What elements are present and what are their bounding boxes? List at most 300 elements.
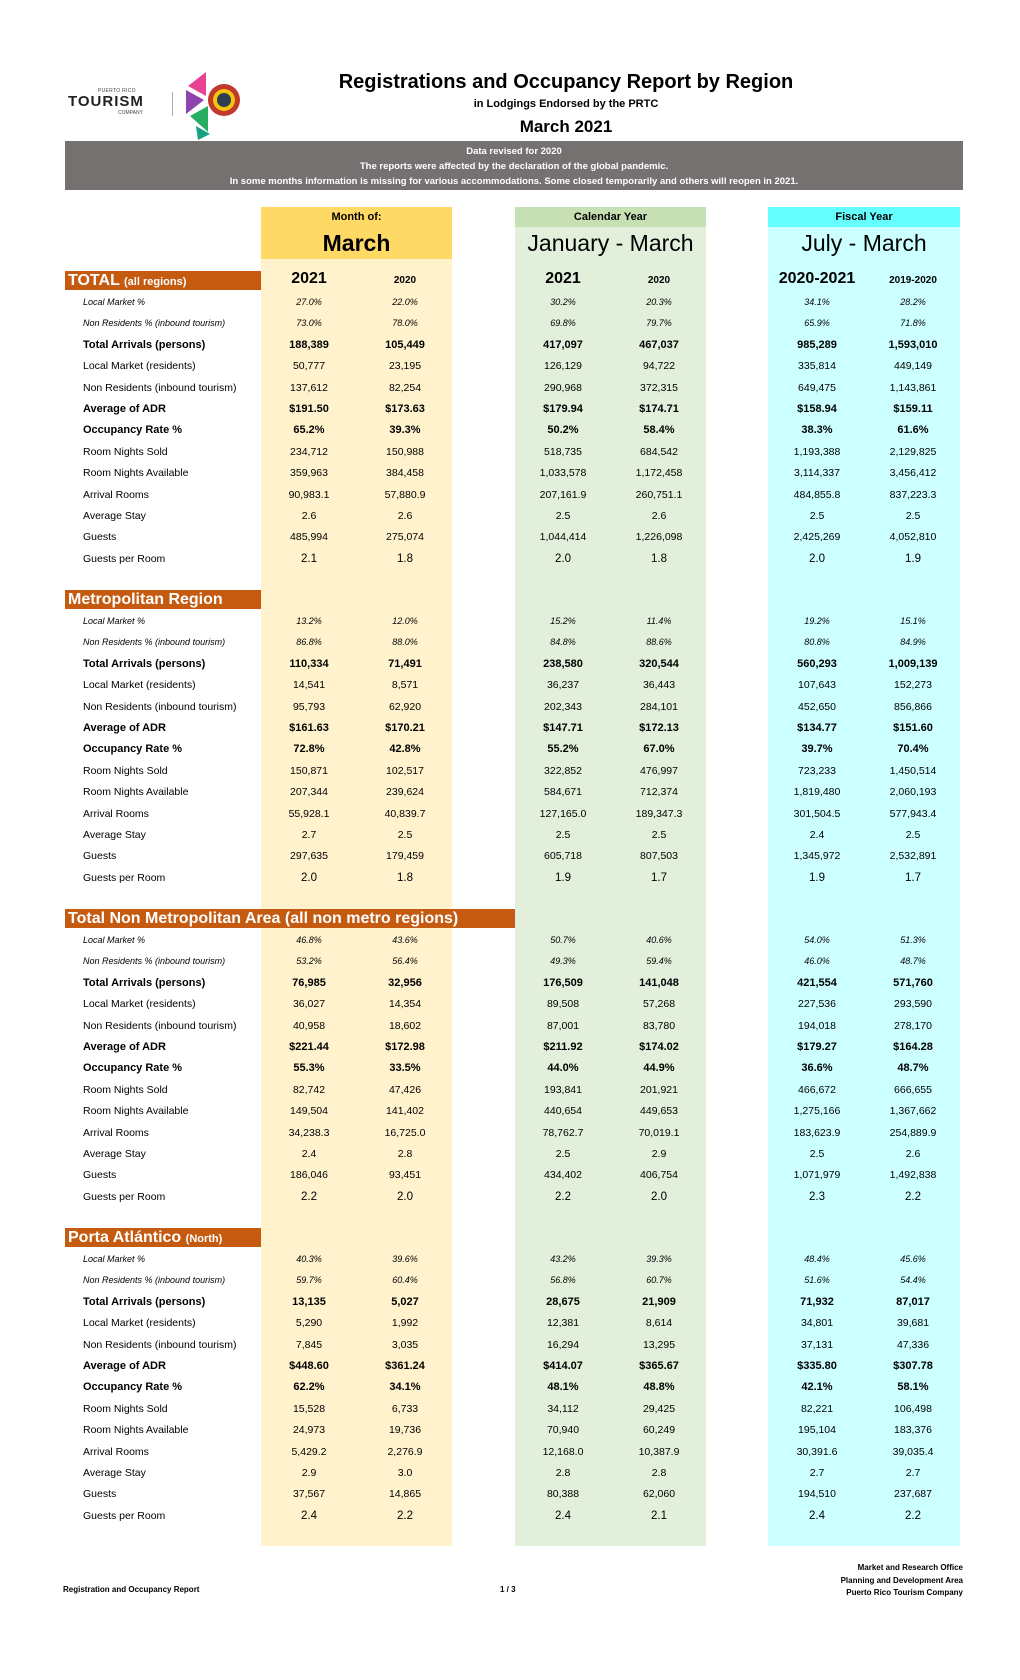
table-row: [0, 1101, 1020, 1122]
table-cell: 293,590: [894, 998, 932, 1011]
table-cell: 2.7: [809, 1467, 825, 1479]
month-period-value: March: [261, 227, 452, 259]
table-cell: 449,149: [894, 360, 932, 373]
table-cell: 24,973: [292, 1424, 326, 1437]
table-cell: 2.5: [555, 829, 571, 841]
table-cell: 61.6%: [897, 424, 929, 437]
table-cell: 50,777: [292, 360, 326, 373]
table-row: [0, 292, 1020, 313]
table-row: [0, 506, 1020, 527]
table-cell: 58.1%: [897, 1381, 929, 1394]
table-cell: $414.07: [543, 1360, 583, 1372]
table-cell: 1.9: [809, 871, 825, 884]
table-cell: 684,542: [640, 445, 678, 458]
table-cell: 46.8%: [296, 935, 322, 945]
table-cell: 88.0%: [392, 637, 418, 648]
table-cell: 8,614: [645, 1317, 673, 1330]
section-header-non-metropolitan: [65, 909, 515, 928]
table-cell: 359,963: [290, 467, 328, 480]
row-label: Average Stay: [83, 1148, 146, 1160]
table-cell: 2.4: [301, 1148, 317, 1160]
table-cell: 107,643: [798, 679, 836, 692]
table-row: [0, 868, 1020, 889]
row-label: Room Nights Sold: [83, 764, 168, 777]
table-cell: 189,347.3: [635, 807, 683, 820]
table-cell: 22.0%: [392, 297, 418, 307]
table-cell: 56.4%: [392, 956, 418, 967]
table-cell: 2.5: [809, 510, 825, 522]
table-cell: 2.4: [301, 1509, 317, 1522]
table-cell: 39.3%: [389, 424, 421, 437]
table-cell: 234,712: [290, 445, 328, 458]
table-cell: 3,456,412: [889, 467, 937, 480]
table-cell: $221.44: [289, 1041, 329, 1053]
table-cell: 93,451: [388, 1169, 422, 1182]
table-cell: 84.9%: [900, 637, 926, 648]
table-cell: 1,044,414: [539, 531, 587, 544]
table-cell: 2.6: [651, 510, 667, 522]
table-row: [0, 1249, 1020, 1270]
table-cell: 476,997: [640, 764, 678, 777]
table-row: [0, 782, 1020, 803]
table-cell: 856,866: [894, 700, 932, 713]
row-label: Guests per Room: [83, 1509, 166, 1522]
table-row: [0, 420, 1020, 441]
table-cell: 11.4%: [646, 616, 672, 626]
table-cell: 141,402: [386, 1105, 424, 1118]
calendar-period-label: Calendar Year: [515, 207, 706, 227]
table-cell: 106,498: [894, 1402, 932, 1415]
table-cell: $335.80: [797, 1360, 837, 1372]
row-label: Local Market (residents): [83, 679, 196, 692]
table-row: [0, 335, 1020, 356]
table-row: [0, 1420, 1020, 1441]
row-label: Guests per Room: [83, 1190, 166, 1203]
table-cell: 127,165.0: [539, 807, 587, 820]
table-cell: 518,735: [544, 445, 582, 458]
table-cell: 51.3%: [900, 935, 926, 945]
table-row: [0, 527, 1020, 548]
table-cell: 712,374: [640, 786, 678, 799]
table-row: [0, 697, 1020, 718]
table-cell: 1,492,838: [889, 1169, 937, 1182]
table-row: [0, 994, 1020, 1015]
table-cell: 40,839.7: [384, 807, 426, 820]
table-cell: 2.2: [905, 1509, 921, 1522]
table-cell: 12,168.0: [542, 1445, 584, 1458]
table-row: [0, 1165, 1020, 1186]
table-cell: 1.9: [905, 552, 921, 565]
row-label: Average Stay: [83, 829, 146, 841]
table-cell: 179,459: [386, 850, 424, 863]
table-cell: 34,112: [547, 1402, 579, 1415]
table-cell: 1.8: [397, 871, 413, 884]
table-cell: 183,376: [894, 1424, 932, 1437]
table-cell: 69.8%: [550, 318, 576, 329]
table-cell: 16,294: [546, 1338, 580, 1351]
table-cell: 7,845: [295, 1338, 323, 1351]
row-label: Guests per Room: [83, 871, 166, 884]
table-cell: 28.2%: [900, 297, 926, 307]
table-cell: 47,426: [388, 1083, 422, 1096]
table-cell: 1,226,098: [635, 531, 683, 544]
table-cell: 82,254: [388, 381, 422, 394]
table-cell: $365.67: [639, 1360, 679, 1372]
table-row: [0, 654, 1020, 675]
table-cell: 48.7%: [897, 1062, 929, 1075]
table-cell: 372,315: [640, 381, 678, 394]
row-label: Room Nights Sold: [83, 1083, 168, 1096]
table-cell: 34,801: [800, 1317, 834, 1330]
table-cell: 78.0%: [392, 318, 418, 329]
table-cell: 194,510: [798, 1488, 836, 1501]
table-cell: 53.2%: [296, 956, 322, 967]
fiscal-period-label: Fiscal Year: [768, 207, 960, 227]
table-cell: 666,655: [894, 1083, 932, 1096]
table-cell: $179.94: [543, 403, 583, 415]
table-cell: 2.5: [905, 829, 921, 841]
table-cell: 30.2%: [550, 297, 576, 307]
table-cell: 57,880.9: [384, 488, 426, 501]
table-cell: 150,988: [386, 445, 424, 458]
table-cell: 40,958: [292, 1019, 326, 1032]
table-cell: 82,742: [292, 1083, 326, 1096]
table-cell: 55.3%: [293, 1062, 325, 1075]
table-row: [0, 1016, 1020, 1037]
year-header: 2019-2020: [889, 275, 937, 286]
table-cell: 48.4%: [804, 1254, 830, 1264]
row-label: Guests: [83, 1169, 117, 1182]
table-cell: 5,290: [295, 1317, 323, 1330]
table-cell: $147.71: [543, 722, 583, 734]
table-cell: 80,388: [546, 1488, 580, 1501]
table-cell: 1,450,514: [889, 764, 937, 777]
table-cell: 42.8%: [389, 743, 421, 756]
table-cell: 12.0%: [392, 616, 418, 626]
table-cell: 605,718: [544, 850, 582, 863]
table-cell: 27.0%: [296, 297, 322, 307]
table-cell: 2.2: [301, 1190, 317, 1203]
table-cell: 2.6: [397, 510, 413, 522]
row-label: Arrival Rooms: [83, 807, 149, 820]
table-cell: 36.6%: [801, 1062, 833, 1075]
table-cell: 59.4%: [646, 956, 672, 967]
table-cell: 14,541: [292, 679, 326, 692]
table-cell: 13,295: [642, 1338, 676, 1351]
table-cell: 37,131: [800, 1338, 834, 1351]
table-cell: 59.7%: [296, 1275, 322, 1286]
table-row: [0, 1187, 1020, 1208]
table-cell: 2.1: [651, 1509, 667, 1522]
table-cell: 149,504: [290, 1105, 328, 1118]
table-cell: 62,060: [642, 1488, 676, 1501]
table-cell: 2,129,825: [889, 445, 937, 458]
table-cell: 5,027: [391, 1295, 419, 1308]
table-cell: 2.2: [905, 1190, 921, 1203]
table-row: [0, 1356, 1020, 1377]
table-cell: 80.8%: [804, 637, 830, 648]
row-label: Room Nights Sold: [83, 445, 168, 458]
table-cell: 42.1%: [801, 1381, 833, 1394]
table-cell: 60.7%: [646, 1275, 672, 1286]
table-cell: 284,101: [640, 700, 678, 713]
table-cell: 1,071,979: [793, 1169, 841, 1182]
table-cell: 10,387.9: [638, 1445, 680, 1458]
row-label: Non Residents (inbound tourism): [83, 1338, 237, 1351]
table-cell: 2.8: [651, 1467, 667, 1479]
table-cell: 36,237: [546, 679, 580, 692]
table-cell: 1,193,388: [793, 445, 841, 458]
table-cell: 3,114,337: [794, 467, 840, 480]
row-label: Non Residents (inbound tourism): [83, 1019, 237, 1032]
table-cell: 55,928.1: [288, 807, 330, 820]
table-cell: 28,675: [546, 1295, 580, 1308]
table-cell: 2,276.9: [387, 1445, 423, 1458]
table-cell: 485,994: [290, 531, 328, 544]
table-cell: 37,567: [292, 1488, 326, 1501]
table-cell: 14,865: [388, 1488, 422, 1501]
table-cell: 183,623.9: [793, 1126, 841, 1139]
table-cell: 50.2%: [547, 424, 579, 437]
row-label: Room Nights Available: [83, 786, 189, 799]
section-header-porta-atlantico: [65, 1228, 261, 1247]
table-cell: 71,491: [388, 657, 422, 670]
table-cell: 207,344: [290, 786, 328, 799]
table-cell: $361.24: [385, 1360, 425, 1372]
row-label: Total Arrivals (persons): [83, 338, 206, 351]
table-row: [0, 1463, 1020, 1484]
table-row: [0, 1080, 1020, 1101]
row-label: Local Market %: [83, 1254, 146, 1264]
table-row: [0, 739, 1020, 760]
table-cell: 1,275,166: [793, 1105, 841, 1118]
table-row: [0, 399, 1020, 420]
row-label: Non Residents (inbound tourism): [83, 700, 237, 713]
footer-report-name: Registration and Occupancy Report: [63, 1585, 200, 1594]
calendar-period-value: January - March: [527, 230, 694, 256]
table-cell: $159.11: [893, 403, 933, 415]
table-cell: 8,571: [391, 679, 419, 692]
table-cell: 1,345,972: [793, 850, 841, 863]
row-label: Non Residents (inbound tourism): [83, 381, 237, 394]
table-cell: 6,733: [391, 1402, 419, 1415]
table-cell: 275,074: [386, 531, 424, 544]
table-cell: 290,968: [544, 381, 582, 394]
table-cell: 985,289: [797, 338, 837, 351]
table-cell: $174.02: [639, 1041, 679, 1053]
table-cell: 65.9%: [804, 318, 830, 329]
row-label: Occupancy Rate %: [83, 743, 183, 756]
banner-line: Data revised for 2020: [466, 146, 562, 157]
table-cell: 43.2%: [550, 1254, 576, 1264]
row-label: Room Nights Sold: [83, 1402, 168, 1415]
row-label: Local Market %: [83, 935, 146, 945]
table-cell: 23,195: [388, 360, 422, 373]
table-cell: 1,819,480: [793, 786, 841, 799]
table-row: [0, 718, 1020, 739]
row-label: Average of ADR: [83, 403, 166, 415]
table-cell: 577,943.4: [889, 807, 937, 820]
table-cell: $151.60: [893, 722, 933, 734]
table-cell: 141,048: [639, 976, 679, 989]
table-cell: 48.7%: [900, 956, 926, 967]
table-cell: $448.60: [289, 1360, 329, 1372]
row-label: Average of ADR: [83, 1041, 166, 1053]
table-cell: 1.8: [651, 552, 667, 565]
table-cell: 20.3%: [646, 297, 672, 307]
table-cell: $158.94: [797, 403, 837, 415]
table-cell: 2.5: [809, 1148, 825, 1160]
table-cell: 54.4%: [900, 1275, 926, 1286]
table-cell: 48.8%: [643, 1381, 675, 1394]
table-cell: 40.3%: [296, 1254, 322, 1264]
banner-line: The reports were affected by the declaration of the global pandemic.: [359, 161, 669, 172]
table-cell: 207,161.9: [539, 488, 587, 501]
table-cell: $179.27: [797, 1041, 837, 1053]
table-cell: 837,223.3: [889, 488, 937, 501]
row-label: Occupancy Rate %: [83, 1062, 183, 1075]
table-cell: 87,017: [896, 1295, 930, 1308]
table-cell: 237,687: [894, 1488, 932, 1501]
table-cell: 70.4%: [897, 743, 929, 756]
table-cell: 239,624: [386, 786, 424, 799]
table-row: [0, 313, 1020, 334]
table-cell: $161.63: [289, 722, 329, 734]
table-cell: 2,060,193: [889, 786, 937, 799]
table-cell: 201,921: [640, 1083, 678, 1096]
table-cell: 176,509: [543, 976, 583, 989]
table-row: [0, 675, 1020, 696]
table-cell: 2.3: [809, 1190, 825, 1203]
table-cell: 4,052,810: [889, 531, 937, 544]
table-cell: 39.3%: [646, 1254, 672, 1264]
row-label: Average of ADR: [83, 1360, 166, 1372]
section-title: Porta Atlántico: [68, 1229, 182, 1246]
table-cell: 29,425: [642, 1402, 676, 1415]
table-cell: 87,001: [546, 1019, 580, 1032]
table-cell: 1,143,861: [889, 381, 937, 394]
table-row: [0, 825, 1020, 846]
table-cell: 36,027: [292, 998, 326, 1011]
table-cell: 50.7%: [550, 935, 576, 945]
table-cell: 90,983.1: [288, 488, 330, 501]
row-label: Arrival Rooms: [83, 1126, 149, 1139]
table-cell: 322,852: [544, 764, 582, 777]
report-subtitle: in Lodgings Endorsed by the PRTC: [473, 98, 659, 110]
table-cell: 202,343: [544, 700, 582, 713]
table-cell: 126,129: [544, 360, 582, 373]
section-header-total: [65, 271, 261, 290]
table-cell: 2.5: [555, 1148, 571, 1160]
table-cell: 54.0%: [804, 935, 830, 945]
table-row: [0, 761, 1020, 782]
year-header: 2021: [291, 270, 327, 287]
table-cell: 70,940: [546, 1424, 580, 1437]
row-label: Total Arrivals (persons): [83, 657, 206, 670]
table-cell: 2.8: [397, 1148, 413, 1160]
table-cell: 3.0: [397, 1467, 413, 1479]
table-cell: 2.5: [555, 510, 571, 522]
table-cell: 38.3%: [801, 424, 833, 437]
table-cell: 34,238.3: [288, 1126, 330, 1139]
table-row: [0, 356, 1020, 377]
table-cell: 434,402: [544, 1169, 582, 1182]
table-cell: 13,135: [292, 1295, 326, 1308]
table-cell: 36,443: [642, 679, 676, 692]
table-cell: 33.5%: [389, 1062, 421, 1075]
row-label: Occupancy Rate %: [83, 424, 183, 437]
table-cell: 2.4: [809, 1509, 825, 1522]
table-row: [0, 1037, 1020, 1058]
table-cell: 1.8: [397, 552, 413, 565]
notice-banner: [65, 141, 963, 190]
table-cell: 12,381: [546, 1317, 580, 1330]
table-cell: 260,751.1: [635, 488, 683, 501]
row-label: Average Stay: [83, 1467, 146, 1479]
table-cell: 82,221: [800, 1402, 834, 1415]
fiscal-period-value: July - March: [801, 230, 927, 256]
table-cell: 467,037: [639, 338, 679, 351]
table-cell: 70,019.1: [638, 1126, 680, 1139]
table-cell: 297,635: [290, 850, 328, 863]
footer-office-line: Planning and Development Area: [840, 1575, 963, 1585]
logo-wordmark-top: PUERTO RICO: [98, 88, 136, 94]
table-cell: 449,653: [640, 1105, 678, 1118]
table-cell: 67.0%: [643, 743, 675, 756]
table-cell: 238,580: [543, 657, 583, 670]
section-subtitle: (all regions): [124, 276, 187, 288]
table-cell: 1,367,662: [889, 1105, 937, 1118]
table-row: [0, 1399, 1020, 1420]
table-cell: 44.9%: [643, 1062, 675, 1075]
table-cell: 417,097: [543, 338, 583, 351]
footer-page-number: 1 / 3: [500, 1585, 516, 1594]
table-cell: 34.1%: [389, 1381, 421, 1394]
table-cell: 1.7: [651, 871, 667, 884]
table-cell: 73.0%: [296, 318, 322, 329]
table-row: [0, 1270, 1020, 1291]
row-label: Guests per Room: [83, 552, 166, 565]
report-title: Registrations and Occupancy Report by Region: [338, 71, 794, 93]
table-cell: 32,956: [388, 976, 422, 989]
table-cell: 51.6%: [804, 1275, 830, 1286]
table-cell: 2.9: [651, 1148, 667, 1160]
table-row: [0, 485, 1020, 506]
section-subtitle: (North): [185, 1233, 223, 1245]
table-cell: 18,602: [388, 1019, 422, 1032]
table-cell: 649,475: [798, 381, 836, 394]
table-cell: 384,458: [386, 467, 424, 480]
table-cell: 193,841: [544, 1083, 582, 1096]
table-cell: 2.0: [555, 552, 571, 565]
year-header: 2020: [647, 275, 671, 286]
table-row: [0, 930, 1020, 951]
table-cell: 65.2%: [293, 424, 325, 437]
table-cell: 62,920: [388, 700, 422, 713]
row-label: Local Market (residents): [83, 360, 196, 373]
table-cell: 2.2: [397, 1509, 413, 1522]
banner-line: In some months information is missing for various accommodations. Some closed temporarily and others will reopen in 2021.: [229, 176, 799, 187]
row-label: Local Market %: [83, 616, 146, 626]
table-cell: $134.77: [797, 722, 837, 734]
table-row: [0, 951, 1020, 972]
table-cell: 137,612: [290, 381, 328, 394]
table-row: [0, 1442, 1020, 1463]
table-cell: 571,760: [893, 976, 933, 989]
table-cell: 1,172,458: [635, 467, 683, 480]
table-cell: 2.5: [905, 510, 921, 522]
row-label: Arrival Rooms: [83, 488, 149, 501]
